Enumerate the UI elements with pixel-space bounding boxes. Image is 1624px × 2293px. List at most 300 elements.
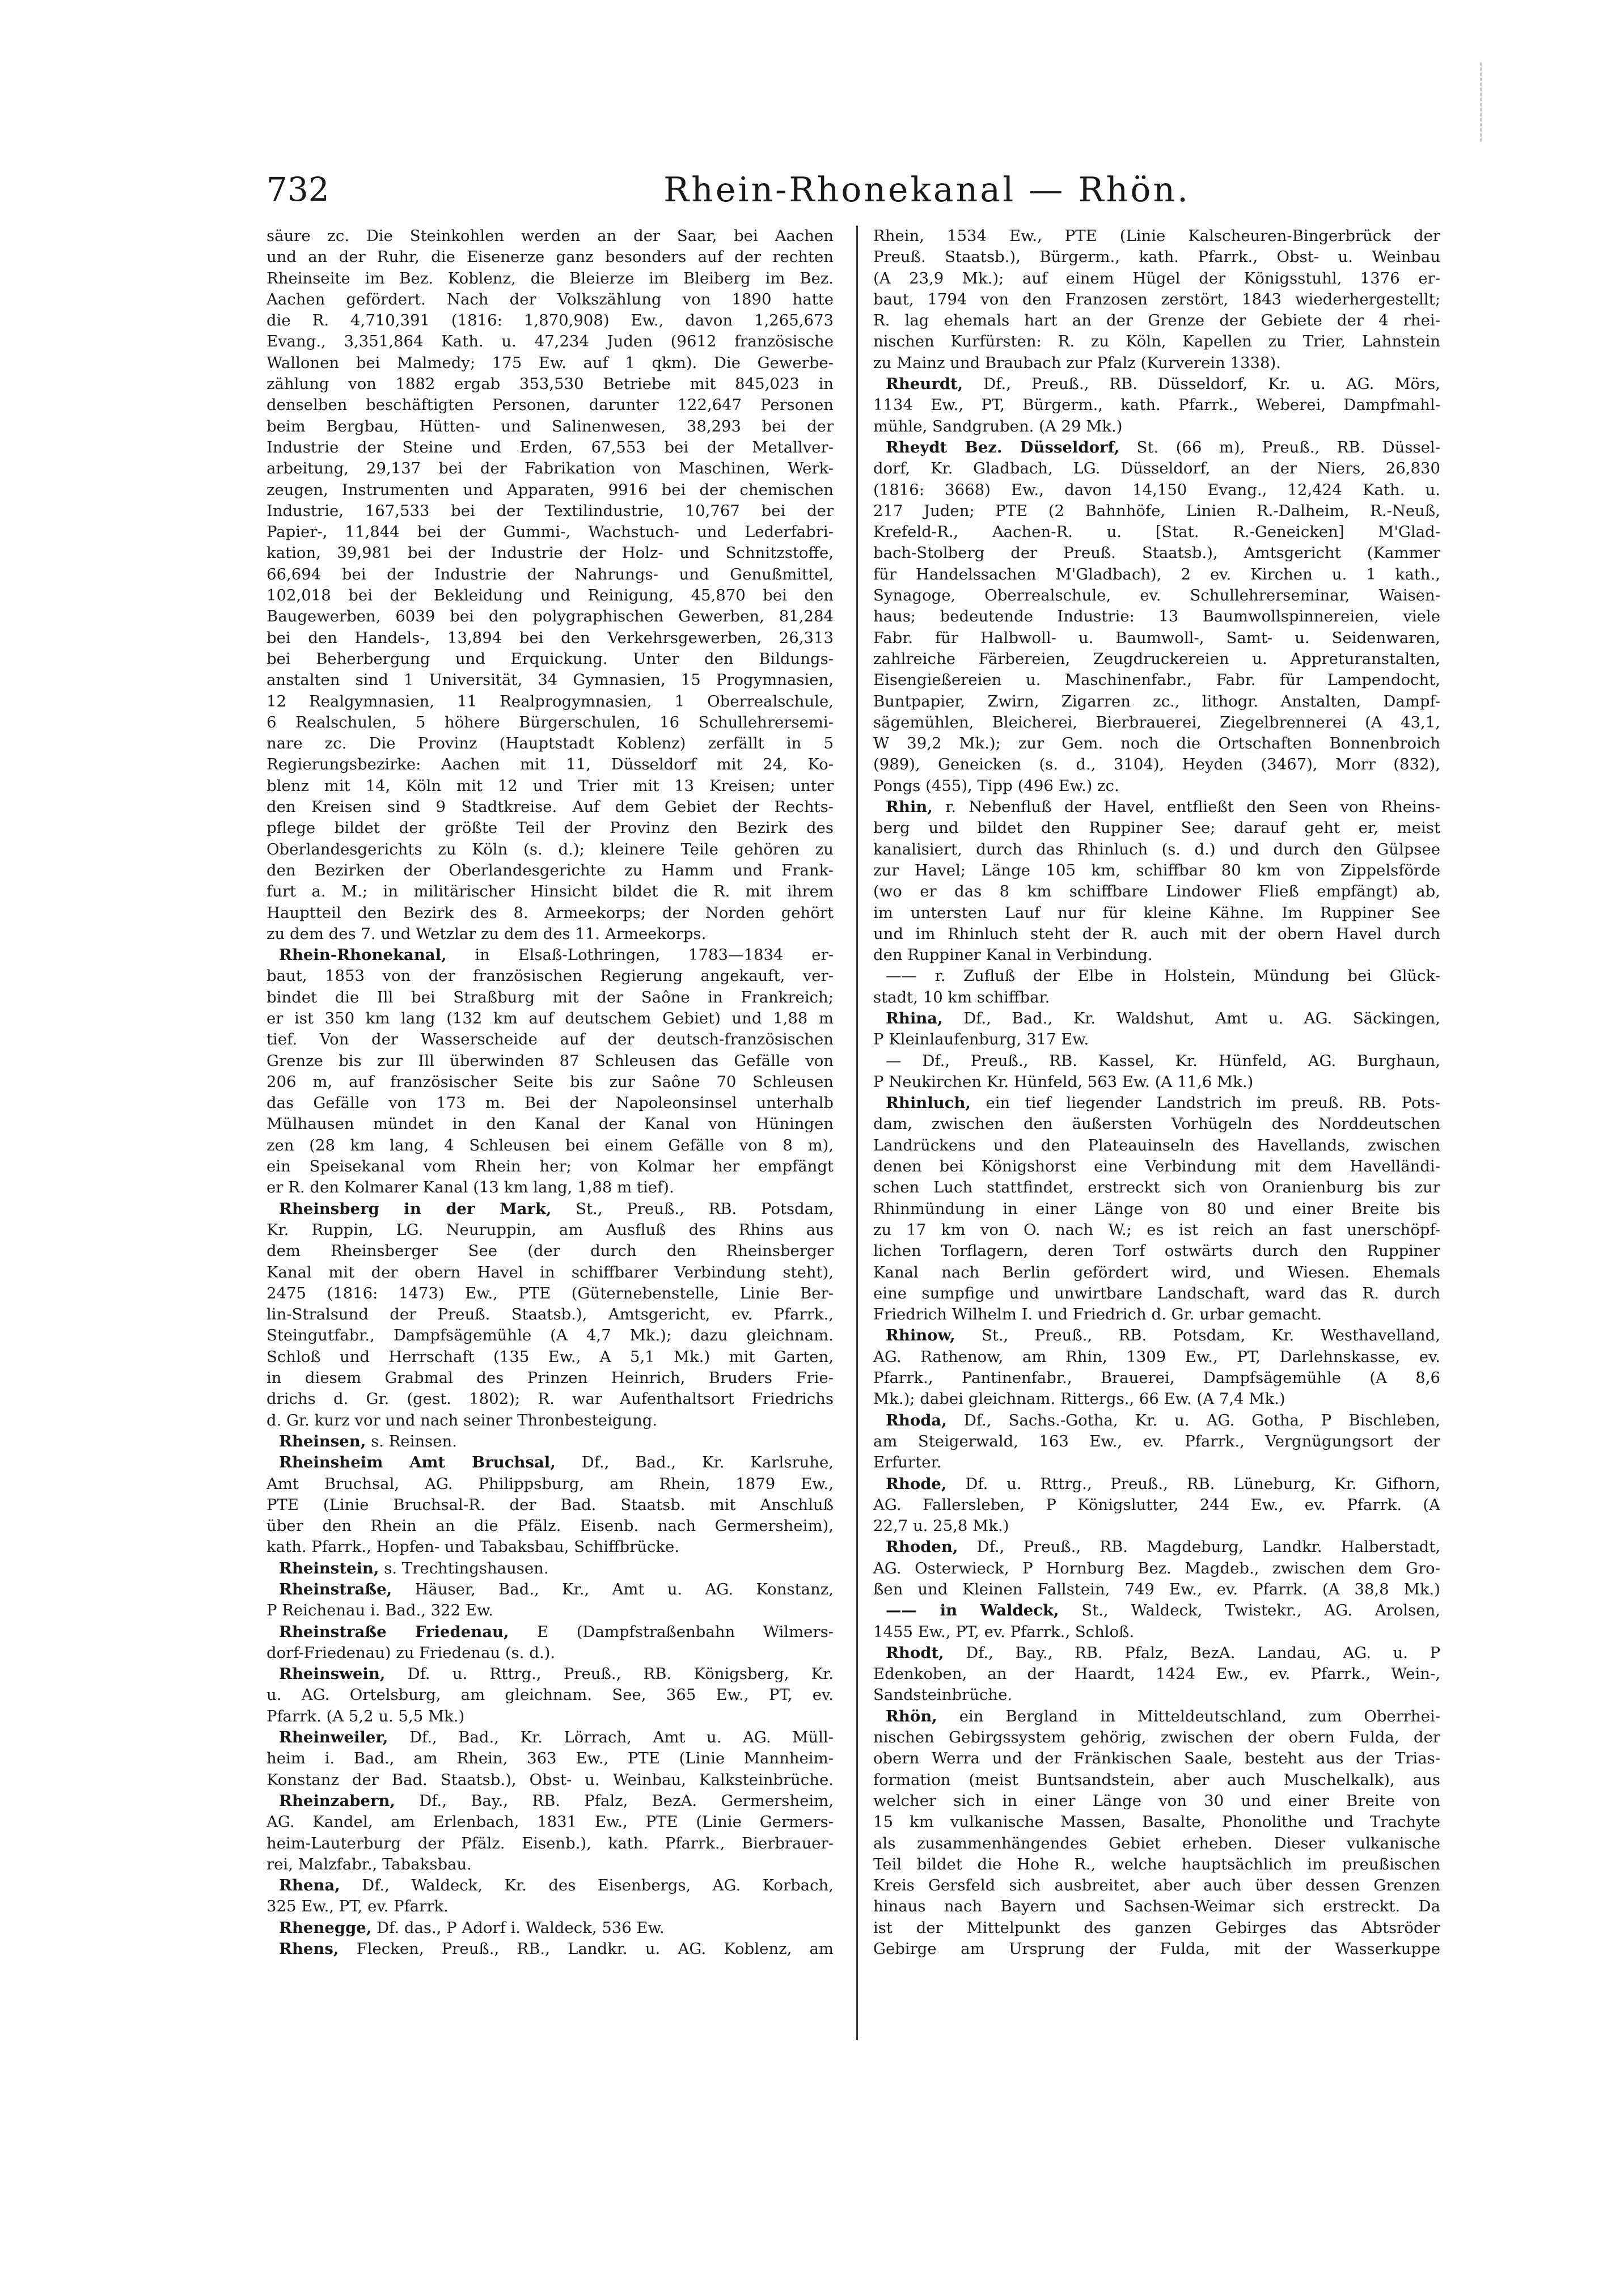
line-text: Kanal nach Berlin gefördert wird, und Wiesen. Ehemals — [873, 1263, 1440, 1281]
line-text: baut, 1794 von den Franzosen zerstört, 1843 wiederhergestellt; — [873, 290, 1440, 308]
line-text: bei Beherbergung und Erquickung. Unter den Bildungs- — [267, 649, 834, 668]
text-line — [873, 1918, 1440, 1939]
text-line — [267, 1770, 834, 1791]
text-line — [267, 1008, 834, 1029]
text-line — [873, 691, 1440, 712]
line-text: welcher sich in einer Länge von 30 und einer Breite von — [873, 1791, 1440, 1810]
text-line — [267, 670, 834, 691]
line-text: dorf-Friedenau) zu Friedenau (s. d.). — [267, 1643, 556, 1662]
entry-keyword: Rheinweiler, — [279, 1728, 388, 1747]
text-line — [267, 754, 834, 775]
text-line — [267, 331, 834, 352]
line-text: 66,694 bei der Industrie der Nahrungs- und Genußmittel, — [267, 565, 834, 583]
line-text: St., Preuß., RB. Potsdam, Kr. Westhavelland, — [955, 1326, 1440, 1345]
line-text: P Reichenau i. Bad., 322 Ew. — [267, 1601, 493, 1620]
line-text: zeugen, Instrumenten und Apparaten, 9916 bei der chemischen — [267, 480, 834, 499]
line-text: r. Nebenfluß der Havel, entfließt den Seen von Rheins- — [932, 798, 1440, 816]
line-text: das Gefälle von 173 m. Bei der Napoleonsinsel unterhalb — [267, 1094, 834, 1112]
line-text: furt a. M.; in militärischer Hinsicht bildet die R. mit ihrem — [267, 882, 834, 901]
line-text: anstalten sind 1 Universität, 34 Gymnasien, 15 Progymnasien, — [267, 671, 834, 689]
text-line — [873, 945, 1440, 966]
line-text: in Elsaß-Lothringen, 1783—1834 er- — [446, 946, 834, 964]
entry-keyword: Rheydt Bez. Düsseldorf, — [886, 438, 1120, 456]
line-text: drichs d. Gr. (gest. 1802); R. war Aufenthaltsort Friedrichs — [267, 1390, 834, 1408]
text-line — [267, 1495, 834, 1516]
text-line — [873, 1452, 1440, 1473]
text-line — [873, 733, 1440, 754]
text-line — [873, 1516, 1440, 1537]
line-text: Regierungsbezirke: Aachen mit 11, Düsseldorf mit 24, Ko- — [267, 755, 834, 774]
text-line — [873, 818, 1440, 839]
line-text: tief. Von der Wasserscheide auf der deutsch-französischen — [267, 1030, 834, 1049]
line-text: zu 17 km von O. nach W.; es ist reich an fast unerschöpf- — [873, 1220, 1440, 1239]
entry-keyword: Rheurdt, — [886, 375, 963, 394]
line-text: dem Rheinsberger See (der durch den Rheinsberger — [267, 1242, 834, 1260]
text-line — [873, 1748, 1440, 1769]
line-text: als zusammenhängendes Gebiet erheben. Dieser vulkanische — [873, 1834, 1440, 1852]
line-text: lin-Stralsund der Preuß. Staatsb.), Amtsgericht, ev. Pfarrk., — [267, 1305, 834, 1324]
text-line — [873, 543, 1440, 564]
line-text: säure zc. Die Steinkohlen werden an der Saar, bei Aachen — [267, 227, 834, 245]
text-line — [873, 437, 1440, 458]
line-text: AG. Fallersleben, P Königslutter, 244 Ew., ev. Pfarrk. (A — [873, 1495, 1440, 1514]
line-text: Kreis Gersfeld sich ausbreitet, aber auch über dessen Grenzen — [873, 1876, 1440, 1895]
text-line — [873, 776, 1440, 797]
text-line — [873, 1939, 1440, 1960]
text-line — [267, 1220, 834, 1241]
text-line — [873, 1854, 1440, 1875]
text-line — [873, 1241, 1440, 1262]
text-line — [267, 1939, 834, 1960]
line-text: Baugewerben, 6039 bei den polygraphischen Gewerben, 81,284 — [267, 607, 834, 626]
text-line — [267, 1875, 834, 1896]
line-text: Amt Bruchsal, AG. Philippsburg, am Rhein, 1879 Ew., — [267, 1474, 834, 1493]
line-text: 206 m, auf französischer Seite bis zur Saône 70 Schleusen — [267, 1072, 834, 1091]
line-text: pflege bildet der größte Teil der Provinz den Bezirk des — [267, 819, 834, 837]
text-line — [873, 606, 1440, 627]
line-text: s. Reinsen. — [366, 1432, 458, 1450]
text-line — [873, 1896, 1440, 1917]
text-line — [873, 881, 1440, 902]
line-text: AG. Rathenow, am Rhin, 1309 Ew., PT, Darlehnskasse, ev. — [873, 1347, 1440, 1366]
text-line — [267, 1516, 834, 1537]
line-text: sägemühlen, Bleicherei, Bierbrauerei, Ziegelbrennerei (A 43,1, — [873, 713, 1440, 731]
text-line — [873, 1474, 1440, 1495]
line-text: Erfurter. — [873, 1453, 942, 1472]
line-text: Aachen gefördert. Nach der Volkszählung von 1890 hatte — [267, 290, 834, 308]
text-line — [267, 1812, 834, 1833]
text-line — [267, 1241, 834, 1262]
line-text: Wallonen bei Malmedy; 175 Ew. auf 1 qkm). Die Gewerbe- — [267, 353, 834, 372]
line-text: Eisengießereien u. Maschinenfabr., Fabr. für Lampendocht, — [873, 671, 1440, 689]
line-text: Rheinseite im Bez. Koblenz, die Bleierze im Bleiberg im Bez. — [267, 269, 834, 287]
line-text: in diesem Grabmal des Prinzen Heinrich, Bruders Frie- — [267, 1369, 834, 1387]
text-line — [873, 1029, 1440, 1050]
line-text: Df., Sachs.-Gotha, Kr. u. AG. Gotha, P Bischleben, — [946, 1411, 1440, 1429]
line-text: Pfarrk. (A 5,2 u. 5,5 Mk.) — [267, 1707, 465, 1725]
text-line — [873, 1368, 1440, 1389]
line-text: Papier-, 11,844 bei der Gummi-, Wachstuch- und Lederfabri- — [267, 523, 834, 541]
line-text: nare zc. Die Provinz (Hauptstadt Koblenz) zerfällt in 5 — [267, 734, 834, 753]
text-line — [267, 585, 834, 606]
text-line — [873, 395, 1440, 416]
text-line — [873, 966, 1440, 987]
text-line — [267, 1177, 834, 1198]
text-line — [873, 1431, 1440, 1452]
line-text: schen Luch stattfindet, erstreckt sich von Oranienburg bis zur — [873, 1178, 1440, 1197]
line-text: Df., Bay., RB. Pfalz, BezA. Landau, AG. u. P — [944, 1643, 1440, 1662]
line-text: Edenkoben, an der Haardt, 1424 Ew., ev. Pfarrk., Wein-, — [873, 1665, 1440, 1683]
line-text: PTE (Linie Bruchsal-R. der Bad. Staatsb. mit Anschluß — [267, 1495, 834, 1514]
text-line — [267, 987, 834, 1008]
text-line — [873, 1325, 1440, 1346]
text-line — [267, 1135, 834, 1156]
line-text: 6 Realschulen, 5 höhere Bürgerschulen, 16 Schullehrersemi- — [267, 713, 834, 731]
text-line — [873, 353, 1440, 374]
text-line — [267, 1643, 834, 1664]
text-line — [267, 543, 834, 564]
text-line — [873, 1304, 1440, 1325]
line-text: Df., Preuß., RB. Düsseldorf, Kr. u. AG. Mörs, — [963, 375, 1440, 394]
line-text: Rhein, 1534 Ew., PTE (Linie Kalscheuren-Bingerbrück der — [873, 227, 1440, 245]
text-line — [873, 289, 1440, 310]
text-line — [267, 1579, 834, 1600]
page-number: 732 — [267, 170, 329, 209]
line-text: Gebirge am Ursprung der Fulda, mit der Wasserkuppe — [873, 1940, 1440, 1958]
entry-keyword: Rheinstraße Friedenau, — [279, 1622, 509, 1641]
line-text: W 39,2 Mk.); zur Gem. noch die Ortschaften Bonnenbroich — [873, 734, 1440, 753]
text-line — [267, 1706, 834, 1727]
line-text: Df., Bad., Kr. Waldshut, Amt u. AG. Säckingen, — [942, 1009, 1440, 1027]
line-text: Hauptteil den Bezirk des 8. Armeekorps; der Norden gehört — [267, 903, 834, 922]
line-text: u. AG. Ortelsburg, am gleichnam. See, 365 Ew., PT, ev. — [267, 1686, 834, 1704]
text-line — [873, 1875, 1440, 1896]
text-line — [267, 945, 834, 966]
text-line — [873, 1262, 1440, 1283]
text-line — [873, 1093, 1440, 1114]
text-line — [873, 1220, 1440, 1241]
text-line — [267, 1685, 834, 1706]
line-text: (989), Geneicken (s. d., 3104), Heyden (3467), Morr (832), — [873, 755, 1440, 774]
line-text: zur Havel; Länge 105 km, schiffbar 80 km von Zippelsförde — [873, 861, 1440, 879]
text-line — [267, 1896, 834, 1917]
line-text: haus; bedeutende Industrie: 13 Baumwollspinnereien, viele — [873, 607, 1440, 626]
line-text: Df., Bad., Kr. Lörrach, Amt u. AG. Müll- — [388, 1728, 834, 1747]
line-text: Landrückens und den Plateauinseln des Havellands, zwischen — [873, 1136, 1440, 1154]
entry-keyword: Rheinsberg in der Mark, — [279, 1199, 552, 1218]
text-line — [873, 1537, 1440, 1558]
text-line — [873, 1770, 1440, 1791]
entry-keyword: Rhein-Rhonekanal, — [279, 946, 447, 964]
line-text: (wo er das 8 km schiffbare Lindower Fließ empfängt) ab, — [873, 882, 1440, 901]
entry-keyword: Rhön, — [886, 1707, 937, 1725]
text-line — [873, 1051, 1440, 1072]
text-line — [873, 1706, 1440, 1727]
line-text: bindet die Ill bei Straßburg mit der Saône in Frankreich; — [267, 988, 834, 1006]
line-text: Df., Bay., RB. Pfalz, BezA. Germersheim, — [395, 1791, 834, 1810]
text-line — [267, 1854, 834, 1875]
text-line — [267, 501, 834, 522]
text-line — [267, 1199, 834, 1220]
line-text: Df. u. Rttrg., Preuß., RB. Lüneburg, Kr. Gifhorn, — [946, 1474, 1440, 1493]
text-line — [873, 331, 1440, 352]
entry-keyword: Rhoda, — [886, 1411, 947, 1429]
text-line — [267, 776, 834, 797]
text-line — [267, 353, 834, 374]
line-text: nischen Gebirgssystem gehörig, zwischen der obern Fulda, der — [873, 1728, 1440, 1747]
text-line — [873, 903, 1440, 924]
line-text: zählung von 1882 ergab 353,530 Betriebe mit 845,023 in — [267, 375, 834, 394]
line-text: und im Rhinluch steht der R. auch mit der obern Havel durch — [873, 924, 1440, 943]
text-line — [267, 628, 834, 649]
text-line — [267, 374, 834, 395]
text-line — [873, 628, 1440, 649]
line-text: Flecken, Preuß., RB., Landkr. u. AG. Koblenz, am — [339, 1940, 834, 1958]
line-text: Häuser, Bad., Kr., Amt u. AG. Konstanz, — [392, 1580, 834, 1598]
text-line — [267, 1537, 834, 1558]
line-text: AG. Kandel, am Erlenbach, 1831 Ew., PTE (Linie Germers- — [267, 1813, 834, 1831]
text-line — [873, 1283, 1440, 1304]
line-text: Mk.); dabei gleichnam. Rittergs., 66 Ew. (A 7,4 Mk.) — [873, 1390, 1285, 1408]
text-line — [873, 1579, 1440, 1600]
line-text: zahlreiche Färbereien, Zeugdruckereien u. Appreturanstalten, — [873, 649, 1440, 668]
text-line — [267, 924, 834, 945]
line-text: 102,018 bei der Bekleidung und Reinigung, 45,870 bei den — [267, 586, 834, 605]
line-text: er R. den Kolmarer Kanal (13 km lang, 1,88 m tief). — [267, 1178, 674, 1197]
text-line — [267, 1833, 834, 1854]
text-line — [873, 247, 1440, 268]
text-line — [267, 1389, 834, 1410]
text-line — [267, 733, 834, 754]
line-text: nischen Kurfürsten: R. zu Köln, Kapellen zu Trier, Lahnstein — [873, 332, 1440, 351]
entry-keyword: Rheinstraße, — [279, 1580, 392, 1598]
text-line — [873, 670, 1440, 691]
text-line — [873, 1833, 1440, 1854]
text-line — [267, 522, 834, 543]
line-text: Konstanz der Bad. Staatsb.), Obst- u. Weinbau, Kalksteinbrüche. — [267, 1770, 834, 1789]
text-line — [267, 437, 834, 458]
page-header — [267, 170, 1401, 227]
text-line — [873, 458, 1440, 479]
text-line — [267, 1600, 834, 1621]
text-line — [267, 480, 834, 501]
line-text: beim Bergbau, Hütten- und Salinenwesen, 38,293 bei der — [267, 417, 834, 435]
text-line — [873, 501, 1440, 522]
text-line — [873, 268, 1440, 289]
text-line — [267, 1051, 834, 1072]
line-text: dorf, Kr. Gladbach, LG. Düsseldorf, an der Niers, 26,830 — [873, 459, 1440, 478]
line-text: 22,7 u. 25,8 Mk.) — [873, 1517, 1009, 1535]
line-text: 1455 Ew., PT, ev. Pfarrk., Schloß. — [873, 1622, 1135, 1641]
text-line — [267, 564, 834, 585]
entry-keyword: —— in Waldeck, — [886, 1601, 1059, 1620]
line-text: (1816: 3668) Ew., davon 14,150 Evang., 12,424 Kath. u. — [873, 480, 1440, 499]
line-text: lichen Torflagern, deren Torf ostwärts durch den Ruppiner — [873, 1242, 1440, 1260]
line-text: den Kreisen sind 9 Stadtkreise. Auf dem Gebiet der Rechts- — [267, 798, 834, 816]
line-text: den Bezirken der Oberlandesgerichte zu Hamm und Frank- — [267, 861, 834, 879]
line-text: 15 km vulkanische Massen, Basalte, Phonolithe und Trachyte — [873, 1813, 1440, 1831]
text-line — [267, 818, 834, 839]
text-line — [267, 416, 834, 437]
text-line — [873, 649, 1440, 670]
line-text: Df. u. Rttrg., Preuß., RB. Königsberg, Kr. — [385, 1665, 834, 1683]
line-text: ist der Mittelpunkt des ganzen Gebirges das Abtsröder — [873, 1918, 1440, 1937]
entry-keyword: Rheinswein, — [279, 1665, 386, 1683]
line-text: berg und bildet den Ruppiner See; darauf geht er, meist — [873, 819, 1440, 837]
entry-keyword: Rhodt, — [886, 1643, 944, 1662]
entry-keyword: Rhinow, — [886, 1326, 955, 1345]
line-text: E (Dampfstraßenbahn Wilmers- — [509, 1622, 834, 1641]
text-line — [267, 1918, 834, 1939]
entry-keyword: Rheinstein, — [279, 1559, 379, 1577]
line-text: Df., Bad., Kr. Karlsruhe, — [555, 1453, 834, 1472]
line-text: Krefeld-R., Aachen-R. u. [Stat. R.-Geneicken] M'Glad- — [873, 523, 1440, 541]
text-line — [873, 1072, 1440, 1093]
line-text: St., Waldeck, Twistekr., AG. Arolsen, — [1059, 1601, 1440, 1620]
line-text: 1134 Ew., PT, Bürgerm., kath. Pfarrk., Weberei, Dampfmahl- — [873, 396, 1440, 414]
text-line — [267, 1262, 834, 1283]
left-column — [267, 226, 834, 1960]
text-line — [267, 1727, 834, 1748]
line-text: und an der Ruhr, die Eisenerze ganz besonders auf der rechten — [267, 248, 834, 266]
line-text: AG. Osterwieck, P Hornburg Bez. Magdeb., zwischen dem Gro- — [873, 1559, 1440, 1577]
line-text: Df., Preuß., RB. Magdeburg, Landkr. Halberstadt, — [958, 1538, 1440, 1556]
line-text: Fabr. für Halbwoll- u. Baumwoll-, Samt- u. Seidenwaren, — [873, 628, 1440, 647]
text-line — [267, 226, 834, 247]
text-line — [267, 1156, 834, 1177]
text-line — [873, 522, 1440, 543]
line-text: Industrie der Steine und Erden, 67,553 bei der Metallver- — [267, 438, 834, 456]
line-text: für Handelssachen M'Gladbach), 2 ev. Kirchen u. 1 kath., — [873, 565, 1440, 583]
text-line — [873, 1156, 1440, 1177]
text-line — [873, 1558, 1440, 1579]
line-text: ein Speisekanal vom Rhein her; von Kolmar her empfängt — [267, 1157, 834, 1176]
line-text: mühle, Sandgruben. (A 29 Mk.) — [873, 417, 1123, 435]
line-text: — Df., Preuß., RB. Kassel, Kr. Hünfeld, AG. Burghaun, — [886, 1051, 1440, 1070]
line-text: Kr. Ruppin, LG. Neuruppin, am Ausfluß des Rhins aus — [267, 1220, 834, 1239]
line-text: denen bei Königshorst eine Verbindung mit dem Havelländi- — [873, 1157, 1440, 1176]
text-line — [267, 839, 834, 860]
text-line — [873, 1812, 1440, 1833]
text-line — [267, 1304, 834, 1325]
text-line — [267, 881, 834, 902]
text-line — [873, 1177, 1440, 1198]
text-line — [873, 1643, 1440, 1664]
text-line — [873, 1495, 1440, 1516]
text-line — [267, 606, 834, 627]
text-line — [267, 458, 834, 479]
line-text: ein Bergland in Mitteldeutschland, zum Oberrhei- — [937, 1707, 1440, 1725]
entry-keyword: Rheinsheim Amt Bruchsal, — [279, 1453, 556, 1472]
line-text: (A 23,9 Mk.); auf einem Hügel der Königsstuhl, 1376 er- — [873, 269, 1440, 287]
entry-keyword: Rhenegge, — [279, 1918, 372, 1937]
line-text: denselben beschäftigten Personen, darunter 122,647 Personen — [267, 396, 834, 414]
line-text: arbeitung, 29,137 bei der Fabrikation von Maschinen, Werk- — [267, 459, 834, 478]
line-text: Grenze bis zur Ill überwinden 87 Schleusen das Gefälle von — [267, 1051, 834, 1070]
line-text: Mülhausen mündet in den Kanal der Kanal von Hüningen — [267, 1115, 834, 1133]
line-text: kation, 39,981 bei der Industrie der Holz- und Schnitzstoffe, — [267, 544, 834, 562]
text-line — [873, 924, 1440, 945]
text-line — [267, 1622, 834, 1643]
line-text: 2475 (1816: 1473) Ew., PTE (Güternebenstelle, Linie Ber- — [267, 1284, 834, 1302]
line-text: St. (66 m), Preuß., RB. Düssel- — [1119, 438, 1440, 456]
text-line — [873, 1622, 1440, 1643]
line-text: P Kleinlaufenburg, 317 Ew. — [873, 1030, 1089, 1049]
text-line — [873, 310, 1440, 331]
text-line — [873, 564, 1440, 585]
text-line — [873, 480, 1440, 501]
text-line — [267, 1325, 834, 1346]
text-line — [267, 1029, 834, 1050]
line-text: Industrie, 167,533 bei der Textilindustrie, 10,767 bei der — [267, 501, 834, 520]
text-line — [873, 1791, 1440, 1812]
line-text: Schloß und Herrschaft (135 Ew., A 5,1 Mk.) mit Garten, — [267, 1347, 834, 1366]
text-line — [873, 416, 1440, 437]
text-line — [267, 712, 834, 733]
entry-keyword: Rhens, — [279, 1940, 339, 1958]
text-line — [267, 1368, 834, 1389]
line-text: zu dem des 7. und Wetzlar zu dem des 11. Armeekorps. — [267, 924, 707, 943]
entry-keyword: Rheinzabern, — [279, 1791, 396, 1810]
text-line — [873, 1389, 1440, 1410]
entry-keyword: Rhoden, — [886, 1538, 958, 1556]
line-text: Df. das., P Adorf i. Waldeck, 536 Ew. — [371, 1918, 665, 1937]
line-text: Evang., 3,351,864 Kath. u. 47,234 Juden (9612 französische — [267, 332, 834, 351]
text-line — [267, 1664, 834, 1685]
line-text: Friedrich Wilhelm I. und Friedrich d. Gr. urbar gemacht. — [873, 1305, 1322, 1324]
text-line — [873, 1199, 1440, 1220]
line-text: obern Werra und der Fränkischen Saale, besteht aus der Trias- — [873, 1749, 1440, 1768]
text-line — [267, 1791, 834, 1812]
text-line — [267, 797, 834, 818]
line-text: Teil bildet die Hohe R., welche hauptsächlich im preußischen — [873, 1855, 1440, 1873]
line-text: ßen und Kleinen Fallstein, 749 Ew., ev. Pfarrk. (A 38,8 Mk.) — [873, 1580, 1440, 1598]
line-text: dam, zwischen den äußersten Vorhügeln des Norddeutschen — [873, 1115, 1440, 1133]
text-line — [873, 374, 1440, 395]
line-text: über den Rhein an die Pfälz. Eisenb. nach Germersheim), — [267, 1517, 834, 1535]
line-text: 325 Ew., PT, ev. Pfarrk. — [267, 1897, 449, 1916]
line-text: heim i. Bad., am Rhein, 363 Ew., PTE (Linie Mannheim- — [267, 1749, 834, 1768]
line-text: Kanal mit der obern Havel in schiffbarer Verbindung steht), — [267, 1263, 834, 1281]
line-text: am Steigerwald, 163 Ew., ev. Pfarrk., Vergnügungsort der — [873, 1432, 1440, 1450]
line-text: die R. 4,710,391 (1816: 1,870,908) Ew., davon 1,265,673 — [267, 311, 834, 330]
corner-scan-mark — [1458, 62, 1482, 142]
text-line — [873, 1008, 1440, 1029]
text-line — [267, 1748, 834, 1769]
right-column — [873, 226, 1440, 1960]
line-text: Sandsteinbrüche. — [873, 1686, 1013, 1704]
text-line — [267, 649, 834, 670]
entry-keyword: Rhin, — [886, 798, 933, 816]
text-line — [873, 987, 1440, 1008]
text-line — [267, 1283, 834, 1304]
text-line — [873, 1600, 1440, 1621]
line-text: bei den Handels-, 13,894 bei den Verkehrsgewerben, 26,313 — [267, 628, 834, 647]
line-text: er ist 350 km lang (132 km auf deutschem Gebiet) und 1,88 m — [267, 1009, 834, 1027]
line-text: formation (meist Buntsandstein, aber auch Muschelkalk), aus — [873, 1770, 1440, 1789]
text-line — [873, 1685, 1440, 1706]
line-text: stadt, 10 km schiffbar. — [873, 988, 1050, 1006]
line-text: Steingutfabr., Dampfsägemühle (A 4,7 Mk.); dazu gleichnam. — [267, 1326, 834, 1345]
text-line — [267, 1452, 834, 1473]
text-line — [267, 1114, 834, 1135]
text-line — [873, 1347, 1440, 1368]
text-line — [267, 1558, 834, 1579]
text-line — [873, 797, 1440, 818]
line-text: Rhinmündung in einer Länge von 80 und einer Breite bis — [873, 1199, 1440, 1218]
line-text: R. lag ehemals hart an der Grenze der Gebiete der 4 rhei- — [873, 311, 1440, 330]
text-line — [873, 712, 1440, 733]
